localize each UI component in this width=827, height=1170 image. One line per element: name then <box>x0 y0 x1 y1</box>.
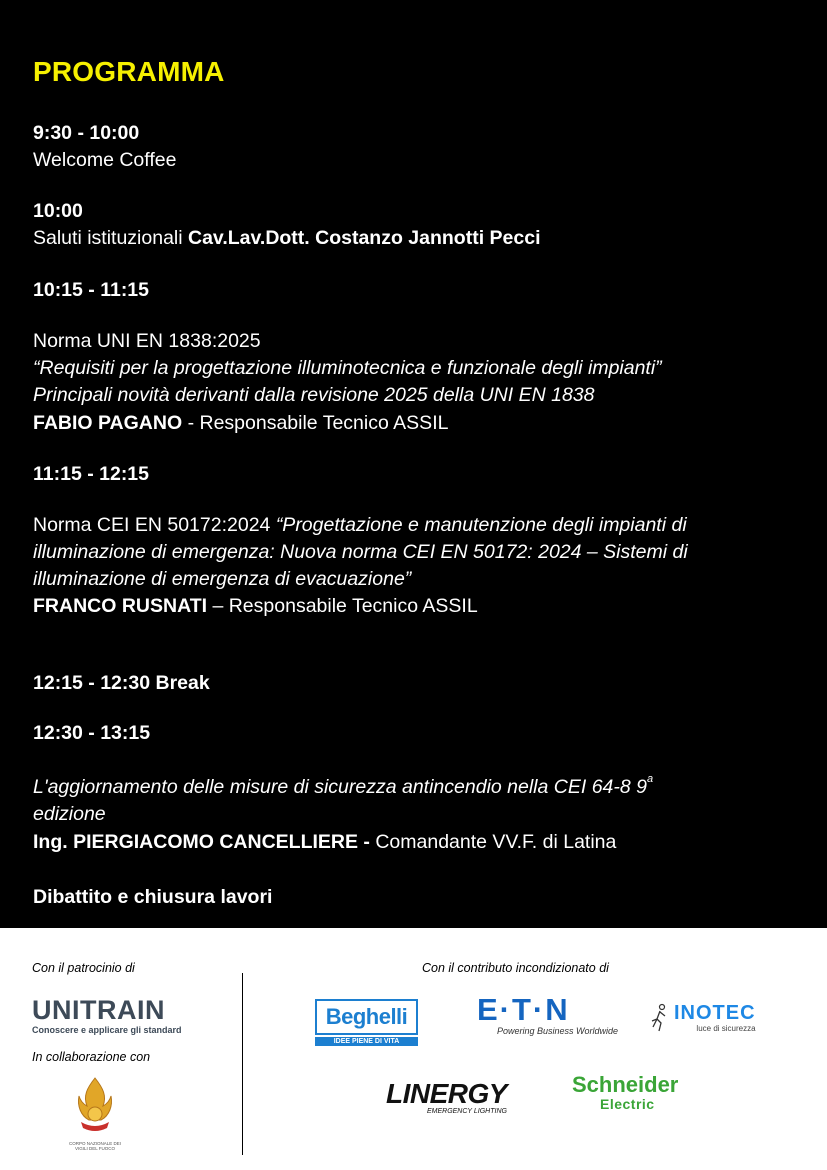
beghelli-tagline: IDEE PIENE DI VITA <box>315 1037 418 1046</box>
slot-3-norm: Norma UNI EN 1838:2025 <box>33 330 261 352</box>
slot-3-line2: Principali novità derivanti dalla revisione 2025 della UNI EN 1838 <box>33 384 595 406</box>
vigili-del-fuoco-logo <box>65 1076 125 1151</box>
slot-4-role: – Responsabile Tecnico ASSIL <box>207 595 478 617</box>
slot-6-role: Comandante VV.F. di Latina <box>369 831 617 853</box>
schneider-wordmark: Schneider <box>572 1072 679 1097</box>
slot-2-line <box>33 225 541 251</box>
page-title: PROGRAMMA <box>33 56 225 87</box>
slot-6-time: 12:30 - 13:15 <box>33 722 151 744</box>
slot-4-speaker-line <box>33 593 478 619</box>
slot-4-speaker: FRANCO RUSNATI <box>33 595 208 617</box>
slot-3-speaker: FABIO PAGANO <box>33 412 183 434</box>
contribution-label: Con il contributo incondizionato di <box>422 961 609 975</box>
slot-6-superscript: a <box>647 773 654 785</box>
patronage-label: Con il patrocinio di <box>32 961 135 975</box>
slot-4-line1 <box>33 512 687 538</box>
slot-6-line1 <box>33 774 653 800</box>
collaboration-label: In collaborazione con <box>32 1050 151 1064</box>
slot-2-name: Cav.Lav.Dott. Costanzo Jannotti Pecci <box>188 227 541 249</box>
vvf-tagline: CORPO NAZIONALE DEI VIGILI DEL FUOCO <box>68 1141 121 1151</box>
slot-6-speaker: Ing. PIERGIACOMO CANCELLIERE - <box>33 831 370 853</box>
running-man-icon <box>648 1003 670 1033</box>
linergy-tagline: EMERGENCY LIGHTING <box>426 1108 507 1115</box>
slot-3-role: - Responsabile Tecnico ASSIL <box>182 412 449 434</box>
schneider-logo <box>572 1074 678 1112</box>
slot-4-time: 11:15 - 12:15 <box>33 463 150 485</box>
schneider-tagline: Electric <box>600 1096 655 1112</box>
slot-3-line1: “Requisiti per la progettazione illuminotecnica e funzionale degli impianti” <box>33 357 662 379</box>
slot-1-text: Welcome Coffee <box>33 149 177 171</box>
vvf-emblem-icon <box>73 1076 117 1134</box>
slot-1-time: 9:30 - 10:00 <box>33 122 140 144</box>
inotec-tagline: luce di sicurezza <box>696 1024 756 1033</box>
eaton-logo <box>477 994 618 1036</box>
slot-3-speaker-line <box>33 410 448 436</box>
slot-6-line2: edizione <box>33 803 106 825</box>
linergy-logo <box>386 1080 507 1115</box>
slot-2-time: 10:00 <box>33 200 83 222</box>
slot-3-time: 10:15 - 11:15 <box>33 279 150 301</box>
slot-6-title: L'aggiornamento delle misure di sicurezza antincendio nella CEI 64-8 9 <box>33 776 647 798</box>
inotec-logo <box>648 1002 756 1033</box>
beghelli-logo <box>315 999 418 1046</box>
closing-text: Dibattito e chiusura lavori <box>33 886 273 908</box>
slot-4-title-start: “Progettazione e manutenzione degli impianti di <box>275 514 687 536</box>
slot-4-line2: illuminazione di emergenza: Nuova norma CEI EN 50172: 2024 – Sistemi di <box>33 541 688 563</box>
eaton-tagline: Powering Business Worldwide <box>497 1026 619 1036</box>
slot-2-prefix: Saluti istituzionali <box>33 227 188 249</box>
footer-divider <box>242 973 243 1155</box>
unitrain-tagline: Conoscere e applicare gli standard <box>32 1025 182 1035</box>
unitrain-logo <box>32 996 182 1035</box>
slot-4-line3: illuminazione di emergenza di evacuazione” <box>33 568 412 590</box>
slot-5-break: 12:15 - 12:30 Break <box>33 672 210 694</box>
inotec-wordmark: INOTEC <box>674 1002 756 1024</box>
linergy-wordmark: LINERGY <box>386 1078 507 1109</box>
slot-4-norm: Norma CEI EN 50172:2024 <box>33 514 276 536</box>
unitrain-wordmark: UNITRAIN <box>32 995 165 1025</box>
beghelli-wordmark: Beghelli <box>315 999 418 1035</box>
eaton-wordmark: E·T·N <box>477 992 570 1027</box>
sponsor-footer <box>0 928 827 1170</box>
slot-6-speaker-line <box>33 829 616 855</box>
